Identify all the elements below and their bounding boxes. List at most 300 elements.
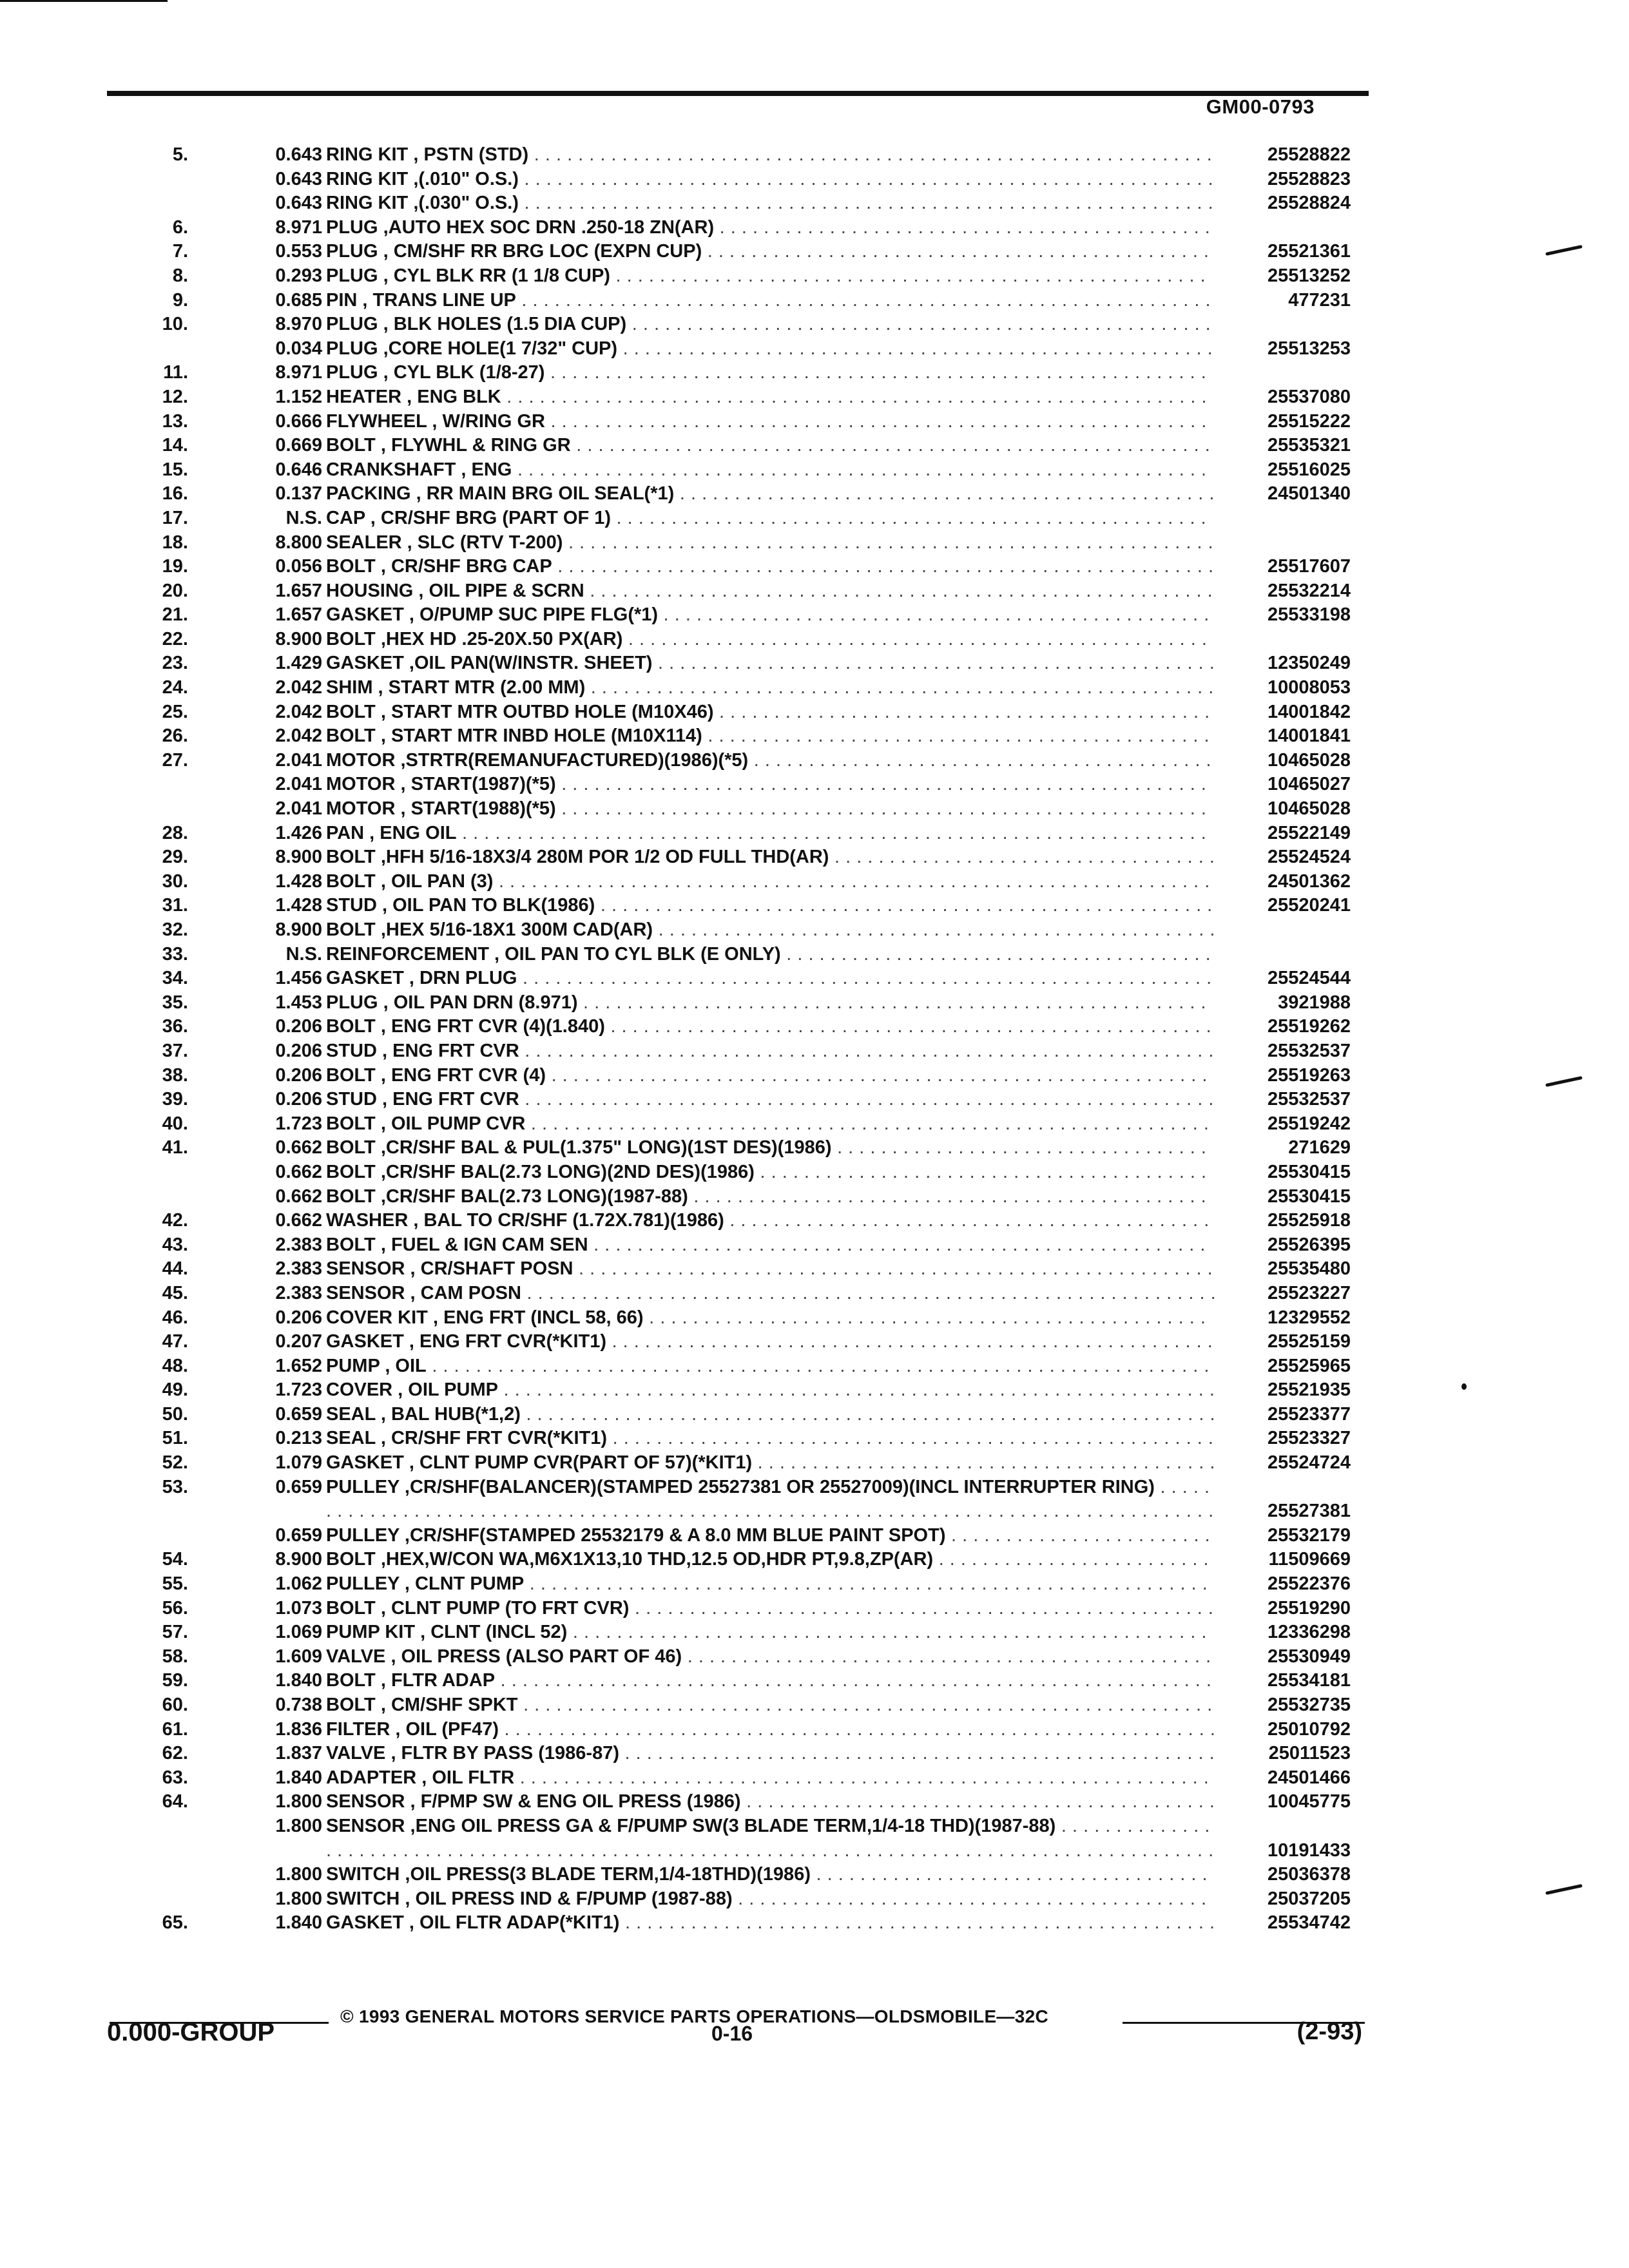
table-row bbox=[0, 1524, 1629, 1548]
table-row bbox=[0, 1620, 1629, 1645]
table-row bbox=[0, 773, 1629, 797]
table-row bbox=[0, 1887, 1629, 1912]
group-number: 1.079 bbox=[275, 1452, 322, 1474]
group-number: 8.800 bbox=[275, 532, 322, 553]
table-row bbox=[0, 918, 1629, 943]
part-number: 10191433 bbox=[1267, 1840, 1351, 1861]
ref-number: 22. bbox=[162, 628, 188, 649]
table-row bbox=[0, 337, 1629, 361]
table-row bbox=[0, 1306, 1629, 1331]
group-number: 1.800 bbox=[275, 1888, 322, 1909]
part-number: 24501340 bbox=[1267, 483, 1351, 505]
part-number: 25528823 bbox=[1267, 168, 1351, 189]
part-number: 3921988 bbox=[1278, 992, 1351, 1013]
table-row bbox=[0, 943, 1629, 967]
part-description: BOLT ,HEX 5/16-18X1 300M CAD(AR) . . . bbox=[326, 918, 1217, 943]
part-description: ADAPTER , OIL FLTR . . . bbox=[326, 1766, 1217, 1791]
table-row bbox=[0, 603, 1629, 628]
part-number: 25519242 bbox=[1267, 1113, 1351, 1134]
group-number: 0.643 bbox=[275, 193, 322, 214]
part-description: FILTER , OIL (PF47) . . . bbox=[326, 1718, 1217, 1742]
part-number: 25519263 bbox=[1267, 1064, 1351, 1086]
ref-number: 49. bbox=[162, 1379, 188, 1401]
table-row bbox=[0, 1814, 1629, 1863]
part-description: PLUG , CYL BLK RR (1 1/8 CUP) . . . bbox=[326, 264, 1217, 289]
part-description: VALVE , FLTR BY PASS (1986-87) . . . bbox=[326, 1742, 1217, 1766]
ref-number: 56. bbox=[162, 1597, 188, 1619]
table-row bbox=[0, 1233, 1629, 1258]
margin-dot bbox=[1461, 1383, 1467, 1390]
part-description: SENSOR ,ENG OIL PRESS GA & F/PUMP SW(3 BLADE TERM,1/4-18 THD)(1987-88) . . . bbox=[326, 1814, 1217, 1863]
group-number: 2.383 bbox=[275, 1282, 322, 1303]
part-description: BOLT ,CR/SHF BAL & PUL(1.375" LONG)(1ST DES)(1986) . . . bbox=[326, 1136, 1217, 1160]
ref-number: 52. bbox=[162, 1452, 188, 1474]
part-number: 25521361 bbox=[1267, 241, 1351, 262]
part-description: RING KIT ,(.010" O.S.) . . . bbox=[326, 168, 1217, 192]
group-number: 1.840 bbox=[275, 1912, 322, 1934]
part-description: BOLT ,HEX,W/CON WA,M6X1X13,10 THD,12.5 OD,HDR PT,9.8,ZP(AR) . . . bbox=[326, 1548, 1217, 1572]
group-number: 2.383 bbox=[275, 1258, 322, 1280]
part-number: 25535321 bbox=[1267, 435, 1351, 456]
group-number: 0.662 bbox=[275, 1161, 322, 1182]
group-number: 1.657 bbox=[275, 580, 322, 601]
part-number: 25524524 bbox=[1267, 847, 1351, 868]
group-number: 1.800 bbox=[275, 1815, 322, 1836]
part-description: BOLT ,CR/SHF BAL(2.73 LONG)(1987-88) . . . bbox=[326, 1185, 1217, 1209]
table-row bbox=[0, 700, 1629, 725]
group-number: 0.034 bbox=[275, 338, 322, 359]
part-description: PLUG ,CORE HOLE(1 7/32" CUP) . . . bbox=[326, 337, 1217, 361]
table-row bbox=[0, 1790, 1629, 1814]
ref-number: 44. bbox=[162, 1258, 188, 1280]
group-number: 1.609 bbox=[275, 1646, 322, 1667]
part-number: 12336298 bbox=[1267, 1622, 1351, 1643]
ref-number: 43. bbox=[162, 1234, 188, 1255]
table-row bbox=[0, 1282, 1629, 1306]
table-row bbox=[0, 1645, 1629, 1669]
group-number: 2.383 bbox=[275, 1234, 322, 1255]
part-number: 25519290 bbox=[1267, 1597, 1351, 1619]
group-number: 1.428 bbox=[275, 870, 322, 892]
part-number: 25522376 bbox=[1267, 1573, 1351, 1595]
ref-number: 54. bbox=[162, 1549, 188, 1570]
group-number: 0.659 bbox=[275, 1524, 322, 1546]
group-number: 0.206 bbox=[275, 1040, 322, 1061]
part-number: 25533198 bbox=[1267, 604, 1351, 626]
group-number: 0.662 bbox=[275, 1186, 322, 1207]
table-row bbox=[0, 1136, 1629, 1160]
part-description: CRANKSHAFT , ENG . . . bbox=[326, 458, 1217, 483]
table-row bbox=[0, 216, 1629, 240]
table-row bbox=[0, 870, 1629, 894]
group-number: N.S. bbox=[285, 507, 322, 528]
ref-number: 45. bbox=[162, 1282, 188, 1303]
part-description: SEAL , BAL HUB(*1,2) . . . bbox=[326, 1403, 1217, 1427]
group-number: 2.041 bbox=[275, 774, 322, 795]
group-number: 2.042 bbox=[275, 701, 322, 722]
part-number: 25522149 bbox=[1267, 822, 1351, 843]
ref-number: 33. bbox=[162, 943, 188, 965]
part-number: 477231 bbox=[1288, 289, 1351, 311]
ref-number: 48. bbox=[162, 1355, 188, 1376]
group-number: 8.971 bbox=[275, 216, 322, 238]
part-number: 25513253 bbox=[1267, 338, 1351, 359]
part-description: SWITCH ,OIL PRESS(3 BLADE TERM,1/4-18THD)(1986) . . . bbox=[326, 1863, 1217, 1887]
table-row bbox=[0, 749, 1629, 773]
group-number: 0.685 bbox=[275, 289, 322, 311]
part-description: MOTOR , START(1988)(*5) . . . bbox=[326, 797, 1217, 822]
table-row bbox=[0, 385, 1629, 410]
part-description: RING KIT , PSTN (STD) . . . bbox=[326, 143, 1217, 168]
table-row bbox=[0, 168, 1629, 192]
part-description: GASKET ,OIL PAN(W/INSTR. SHEET) . . . bbox=[326, 651, 1217, 676]
part-number: 25037205 bbox=[1267, 1888, 1351, 1909]
table-row bbox=[0, 628, 1629, 652]
ref-number: 60. bbox=[162, 1695, 188, 1715]
table-row bbox=[0, 312, 1629, 337]
part-description: BOLT , OIL PUMP CVR . . . bbox=[326, 1112, 1217, 1137]
group-number: 1.836 bbox=[275, 1718, 322, 1740]
part-description: PULLEY ,CR/SHF(STAMPED 25532179 & A 8.0 MM BLUE PAINT SPOT) . . . bbox=[326, 1524, 1217, 1548]
part-number: 25521935 bbox=[1267, 1379, 1351, 1401]
part-description: PLUG , CYL BLK (1/8-27) . . . bbox=[326, 361, 1217, 385]
ref-number: 41. bbox=[162, 1137, 188, 1158]
part-number: 10008053 bbox=[1267, 677, 1351, 698]
part-number: 25524544 bbox=[1267, 968, 1351, 989]
ref-number: 25. bbox=[162, 701, 188, 722]
table-row bbox=[0, 1718, 1629, 1742]
ref-number: 53. bbox=[162, 1476, 188, 1497]
group-number: 0.293 bbox=[275, 265, 322, 286]
part-number: 271629 bbox=[1288, 1137, 1351, 1158]
ref-number: 17. bbox=[162, 507, 188, 528]
part-description: GASKET , O/PUMP SUC PIPE FLG(*1) . . . bbox=[326, 603, 1217, 628]
part-number: 25524724 bbox=[1267, 1452, 1351, 1474]
ref-number: 61. bbox=[162, 1718, 188, 1740]
ref-number: 55. bbox=[162, 1573, 188, 1595]
group-number: 0.666 bbox=[275, 410, 322, 432]
table-row bbox=[0, 966, 1629, 991]
part-number: 25534181 bbox=[1267, 1670, 1351, 1691]
group-number: 0.643 bbox=[275, 168, 322, 189]
ref-number: 26. bbox=[162, 726, 188, 747]
table-row bbox=[0, 531, 1629, 555]
group-number: 1.723 bbox=[275, 1113, 322, 1134]
ref-number: 31. bbox=[162, 895, 188, 916]
group-number: 0.659 bbox=[275, 1476, 322, 1497]
part-description: SENSOR , F/PMP SW & ENG OIL PRESS (1986) . . . bbox=[326, 1790, 1217, 1814]
ref-number: 5. bbox=[172, 144, 188, 165]
parts-list bbox=[0, 143, 1629, 1936]
group-number: 2.042 bbox=[275, 677, 322, 698]
part-description: SEALER , SLC (RTV T-200) . . . bbox=[326, 531, 1217, 555]
part-description: GASKET , ENG FRT CVR(*KIT1) . . . bbox=[326, 1330, 1217, 1354]
part-number: 11509669 bbox=[1268, 1549, 1351, 1570]
part-description: GASKET , CLNT PUMP CVR(PART OF 57)(*KIT1) . . . bbox=[326, 1451, 1217, 1475]
part-description: PAN , ENG OIL . . . bbox=[326, 822, 1217, 846]
table-row bbox=[0, 1064, 1629, 1088]
table-row bbox=[0, 1863, 1629, 1887]
part-description: PLUG , OIL PAN DRN (8.971) . . . bbox=[326, 991, 1217, 1015]
part-number: 25532537 bbox=[1267, 1040, 1351, 1061]
part-number: 25523377 bbox=[1267, 1403, 1351, 1425]
part-description: BOLT , ENG FRT CVR (4)(1.840) . . . bbox=[326, 1015, 1217, 1039]
ref-number: 16. bbox=[162, 483, 188, 505]
group-number: 8.900 bbox=[275, 847, 322, 868]
ref-number: 34. bbox=[162, 968, 188, 989]
part-number: 25532735 bbox=[1267, 1695, 1351, 1715]
part-description: SENSOR , CAM POSN . . . bbox=[326, 1282, 1217, 1306]
part-number: 25525159 bbox=[1267, 1331, 1351, 1352]
group-number: N.S. bbox=[285, 943, 322, 965]
part-description: STUD , ENG FRT CVR . . . bbox=[326, 1039, 1217, 1064]
part-number: 24501362 bbox=[1267, 870, 1351, 892]
ref-number: 39. bbox=[162, 1089, 188, 1110]
part-description: BOLT ,HEX HD .25-20X.50 PX(AR) . . . bbox=[326, 628, 1217, 652]
group-number: 2.042 bbox=[275, 726, 322, 747]
table-row bbox=[0, 1015, 1629, 1039]
part-number: 25530949 bbox=[1267, 1646, 1351, 1667]
part-number: 10045775 bbox=[1267, 1791, 1351, 1812]
table-row bbox=[0, 1597, 1629, 1621]
part-number: 25525965 bbox=[1267, 1355, 1351, 1376]
part-description: MOTOR , START(1987)(*5) . . . bbox=[326, 773, 1217, 797]
table-row bbox=[0, 1766, 1629, 1791]
group-number: 0.206 bbox=[275, 1307, 322, 1328]
group-number: 1.723 bbox=[275, 1379, 322, 1401]
group-number: 2.041 bbox=[275, 749, 322, 771]
part-description: PUMP KIT , CLNT (INCL 52) . . . bbox=[326, 1620, 1217, 1645]
part-description: HOUSING , OIL PIPE & SCRN . . . bbox=[326, 579, 1217, 604]
group-number: 1.837 bbox=[275, 1743, 322, 1764]
table-row bbox=[0, 1160, 1629, 1185]
header-rule bbox=[107, 91, 1369, 96]
part-description: PUMP , OIL . . . bbox=[326, 1354, 1217, 1379]
part-number: 10465028 bbox=[1267, 749, 1351, 771]
ref-number: 30. bbox=[162, 870, 188, 892]
group-number: 0.207 bbox=[275, 1331, 322, 1352]
table-row bbox=[0, 651, 1629, 676]
table-row bbox=[0, 506, 1629, 531]
table-row bbox=[0, 482, 1629, 506]
group-number: 1.840 bbox=[275, 1670, 322, 1691]
part-number: 25523227 bbox=[1267, 1282, 1351, 1303]
part-description: PLUG , BLK HOLES (1.5 DIA CUP) . . . bbox=[326, 312, 1217, 337]
ref-number: 14. bbox=[162, 435, 188, 456]
table-row bbox=[0, 1548, 1629, 1572]
group-number: 0.206 bbox=[275, 1016, 322, 1037]
part-description: BOLT , CR/SHF BRG CAP . . . bbox=[326, 555, 1217, 579]
part-number: 25537080 bbox=[1267, 386, 1351, 407]
part-description: FLYWHEEL , W/RING GR . . . bbox=[326, 410, 1217, 434]
table-row bbox=[0, 1354, 1629, 1379]
group-number: 1.073 bbox=[275, 1597, 322, 1619]
copyright-notice: © 1993 GENERAL MOTORS SERVICE PARTS OPERATIONS—OLDSMOBILE—32C bbox=[340, 2006, 1048, 2026]
part-description: STUD , ENG FRT CVR . . . bbox=[326, 1088, 1217, 1112]
part-description: REINFORCEMENT , OIL PAN TO CYL BLK (E ONLY) . . . bbox=[326, 943, 1217, 967]
part-number: 24501466 bbox=[1267, 1767, 1351, 1788]
part-number: 14001841 bbox=[1267, 726, 1351, 747]
group-number: 1.657 bbox=[275, 604, 322, 626]
ref-number: 59. bbox=[162, 1670, 188, 1691]
ref-number: 7. bbox=[172, 241, 188, 262]
part-description: PULLEY ,CR/SHF(BALANCER)(STAMPED 25527381 OR 25527009)(INCL INTERRUPTER RING) . . . bbox=[326, 1475, 1217, 1524]
part-number: 25520241 bbox=[1267, 895, 1351, 916]
table-row bbox=[0, 1088, 1629, 1112]
table-row bbox=[0, 724, 1629, 749]
table-row bbox=[0, 1693, 1629, 1718]
group-number: 1.456 bbox=[275, 968, 322, 989]
part-description: SHIM , START MTR (2.00 MM) . . . bbox=[326, 676, 1217, 700]
part-description: BOLT , OIL PAN (3) . . . bbox=[326, 870, 1217, 894]
group-number: 1.062 bbox=[275, 1573, 322, 1595]
ref-number: 27. bbox=[162, 749, 188, 771]
part-description: BOLT , START MTR OUTBD HOLE (M10X46) . . . bbox=[326, 700, 1217, 725]
group-number: 1.800 bbox=[275, 1791, 322, 1812]
ref-number: 58. bbox=[162, 1646, 188, 1667]
ref-number: 42. bbox=[162, 1210, 188, 1231]
part-description: VALVE , OIL PRESS (ALSO PART OF 46) . . . bbox=[326, 1645, 1217, 1669]
part-description: SENSOR , CR/SHAFT POSN . . . bbox=[326, 1257, 1217, 1282]
ref-number: 13. bbox=[162, 410, 188, 432]
group-number: 0.662 bbox=[275, 1137, 322, 1158]
part-description: SWITCH , OIL PRESS IND & F/PUMP (1987-88) . . . bbox=[326, 1887, 1217, 1912]
ref-number: 32. bbox=[162, 919, 188, 940]
part-description: BOLT ,HFH 5/16-18X3/4 280M POR 1/2 OD FULL THD(AR) . . . bbox=[326, 845, 1217, 870]
part-description: BOLT , CM/SHF SPKT . . . bbox=[326, 1693, 1217, 1718]
group-number: 8.970 bbox=[275, 314, 322, 335]
part-number: 25517607 bbox=[1267, 556, 1351, 577]
group-number: 1.426 bbox=[275, 822, 322, 843]
ref-number: 40. bbox=[162, 1113, 188, 1134]
part-number: 25516025 bbox=[1267, 459, 1351, 480]
table-row bbox=[0, 1451, 1629, 1475]
table-row bbox=[0, 458, 1629, 483]
group-number: 0.206 bbox=[275, 1064, 322, 1086]
group-number: 0.056 bbox=[275, 556, 322, 577]
table-row bbox=[0, 676, 1629, 700]
ref-number: 8. bbox=[172, 265, 188, 286]
part-number: 25513252 bbox=[1267, 265, 1351, 286]
table-row bbox=[0, 555, 1629, 579]
table-row bbox=[0, 894, 1629, 918]
ref-number: 37. bbox=[162, 1040, 188, 1061]
ref-number: 57. bbox=[162, 1622, 188, 1643]
ref-number: 6. bbox=[172, 216, 188, 238]
ref-number: 46. bbox=[162, 1307, 188, 1328]
ref-number: 51. bbox=[162, 1428, 188, 1449]
part-number: 14001842 bbox=[1267, 701, 1351, 722]
group-number: 1.652 bbox=[275, 1355, 322, 1376]
group-number: 1.800 bbox=[275, 1864, 322, 1885]
part-number: 25534742 bbox=[1267, 1912, 1351, 1934]
part-description: BOLT ,CR/SHF BAL(2.73 LONG)(2ND DES)(1986) . . . bbox=[326, 1160, 1217, 1185]
part-number: 25528824 bbox=[1267, 193, 1351, 214]
part-number: 10465028 bbox=[1267, 798, 1351, 820]
part-number: 25530415 bbox=[1267, 1186, 1351, 1207]
table-row bbox=[0, 845, 1629, 870]
group-number: 0.646 bbox=[275, 459, 322, 480]
part-description: MOTOR ,STRTR(REMANUFACTURED)(1986)(*5) . . . bbox=[326, 749, 1217, 773]
table-row bbox=[0, 1209, 1629, 1233]
part-description: GASKET , OIL FLTR ADAP(*KIT1) . . . bbox=[326, 1911, 1217, 1936]
group-number: 0.137 bbox=[275, 483, 322, 505]
part-description: BOLT , ENG FRT CVR (4) . . . bbox=[326, 1064, 1217, 1088]
group-number: 1.453 bbox=[275, 992, 322, 1013]
table-row bbox=[0, 1403, 1629, 1427]
part-description: HEATER , ENG BLK . . . bbox=[326, 385, 1217, 410]
group-number: 0.662 bbox=[275, 1210, 322, 1231]
ref-number: 20. bbox=[162, 580, 188, 601]
table-row bbox=[0, 143, 1629, 168]
group-number: 0.643 bbox=[275, 144, 322, 165]
ref-number: 28. bbox=[162, 822, 188, 843]
group-number: 0.206 bbox=[275, 1089, 322, 1110]
table-row bbox=[0, 1257, 1629, 1282]
part-number: 12350249 bbox=[1267, 653, 1351, 674]
ref-number: 63. bbox=[162, 1767, 188, 1788]
table-row bbox=[0, 264, 1629, 289]
part-description: RING KIT ,(.030" O.S.) . . . bbox=[326, 191, 1217, 216]
ref-number: 29. bbox=[162, 847, 188, 868]
part-number: 10465027 bbox=[1267, 774, 1351, 795]
part-number: 25526395 bbox=[1267, 1234, 1351, 1255]
table-row bbox=[0, 1112, 1629, 1137]
ref-number: 11. bbox=[163, 362, 188, 383]
table-row bbox=[0, 579, 1629, 604]
part-number: 25532537 bbox=[1267, 1089, 1351, 1110]
ref-number: 35. bbox=[162, 992, 188, 1013]
part-description: CAP , CR/SHF BRG (PART OF 1) . . . bbox=[326, 506, 1217, 531]
document-code: GM00-0793 bbox=[1206, 95, 1315, 118]
table-row bbox=[0, 822, 1629, 846]
ref-number: 9. bbox=[172, 289, 188, 311]
group-number: 8.900 bbox=[275, 1549, 322, 1570]
table-row bbox=[0, 1572, 1629, 1597]
group-number: 8.900 bbox=[275, 628, 322, 649]
part-description: PLUG ,AUTO HEX SOC DRN .250-18 ZN(AR) . . . bbox=[326, 216, 1217, 240]
ref-number: 64. bbox=[162, 1791, 188, 1812]
group-number: 8.971 bbox=[275, 362, 322, 383]
part-description: BOLT , START MTR INBD HOLE (M10X114) . . . bbox=[326, 724, 1217, 749]
group-number: 1.429 bbox=[275, 653, 322, 674]
part-description: BOLT , FLYWHL & RING GR . . . bbox=[326, 434, 1217, 458]
table-row bbox=[0, 797, 1629, 822]
ref-number: 47. bbox=[162, 1331, 188, 1352]
group-number: 0.738 bbox=[275, 1695, 322, 1715]
group-number: 1.428 bbox=[275, 895, 322, 916]
part-number: 25532179 bbox=[1267, 1524, 1351, 1546]
ref-number: 36. bbox=[162, 1016, 188, 1037]
group-number: 8.900 bbox=[275, 919, 322, 940]
table-row bbox=[0, 191, 1629, 216]
part-number: 25036378 bbox=[1267, 1864, 1351, 1885]
ref-number: 24. bbox=[162, 677, 188, 698]
part-number: 25535480 bbox=[1267, 1258, 1351, 1280]
group-number: 0.213 bbox=[275, 1428, 322, 1449]
part-description: SEAL , CR/SHF FRT CVR(*KIT1) . . . bbox=[326, 1427, 1217, 1451]
part-number: 25010792 bbox=[1267, 1718, 1351, 1740]
part-number: 25011523 bbox=[1268, 1743, 1351, 1764]
group-number: 1.152 bbox=[275, 386, 322, 407]
part-description: BOLT , FLTR ADAP . . . bbox=[326, 1669, 1217, 1693]
part-description: BOLT , CLNT PUMP (TO FRT CVR) . . . bbox=[326, 1597, 1217, 1621]
ref-number: 50. bbox=[162, 1403, 188, 1425]
part-description: WASHER , BAL TO CR/SHF (1.72X.781)(1986) . . . bbox=[326, 1209, 1217, 1233]
part-number: 25515222 bbox=[1267, 410, 1351, 432]
part-number: 25532214 bbox=[1267, 580, 1351, 601]
group-number: 1.069 bbox=[275, 1622, 322, 1643]
